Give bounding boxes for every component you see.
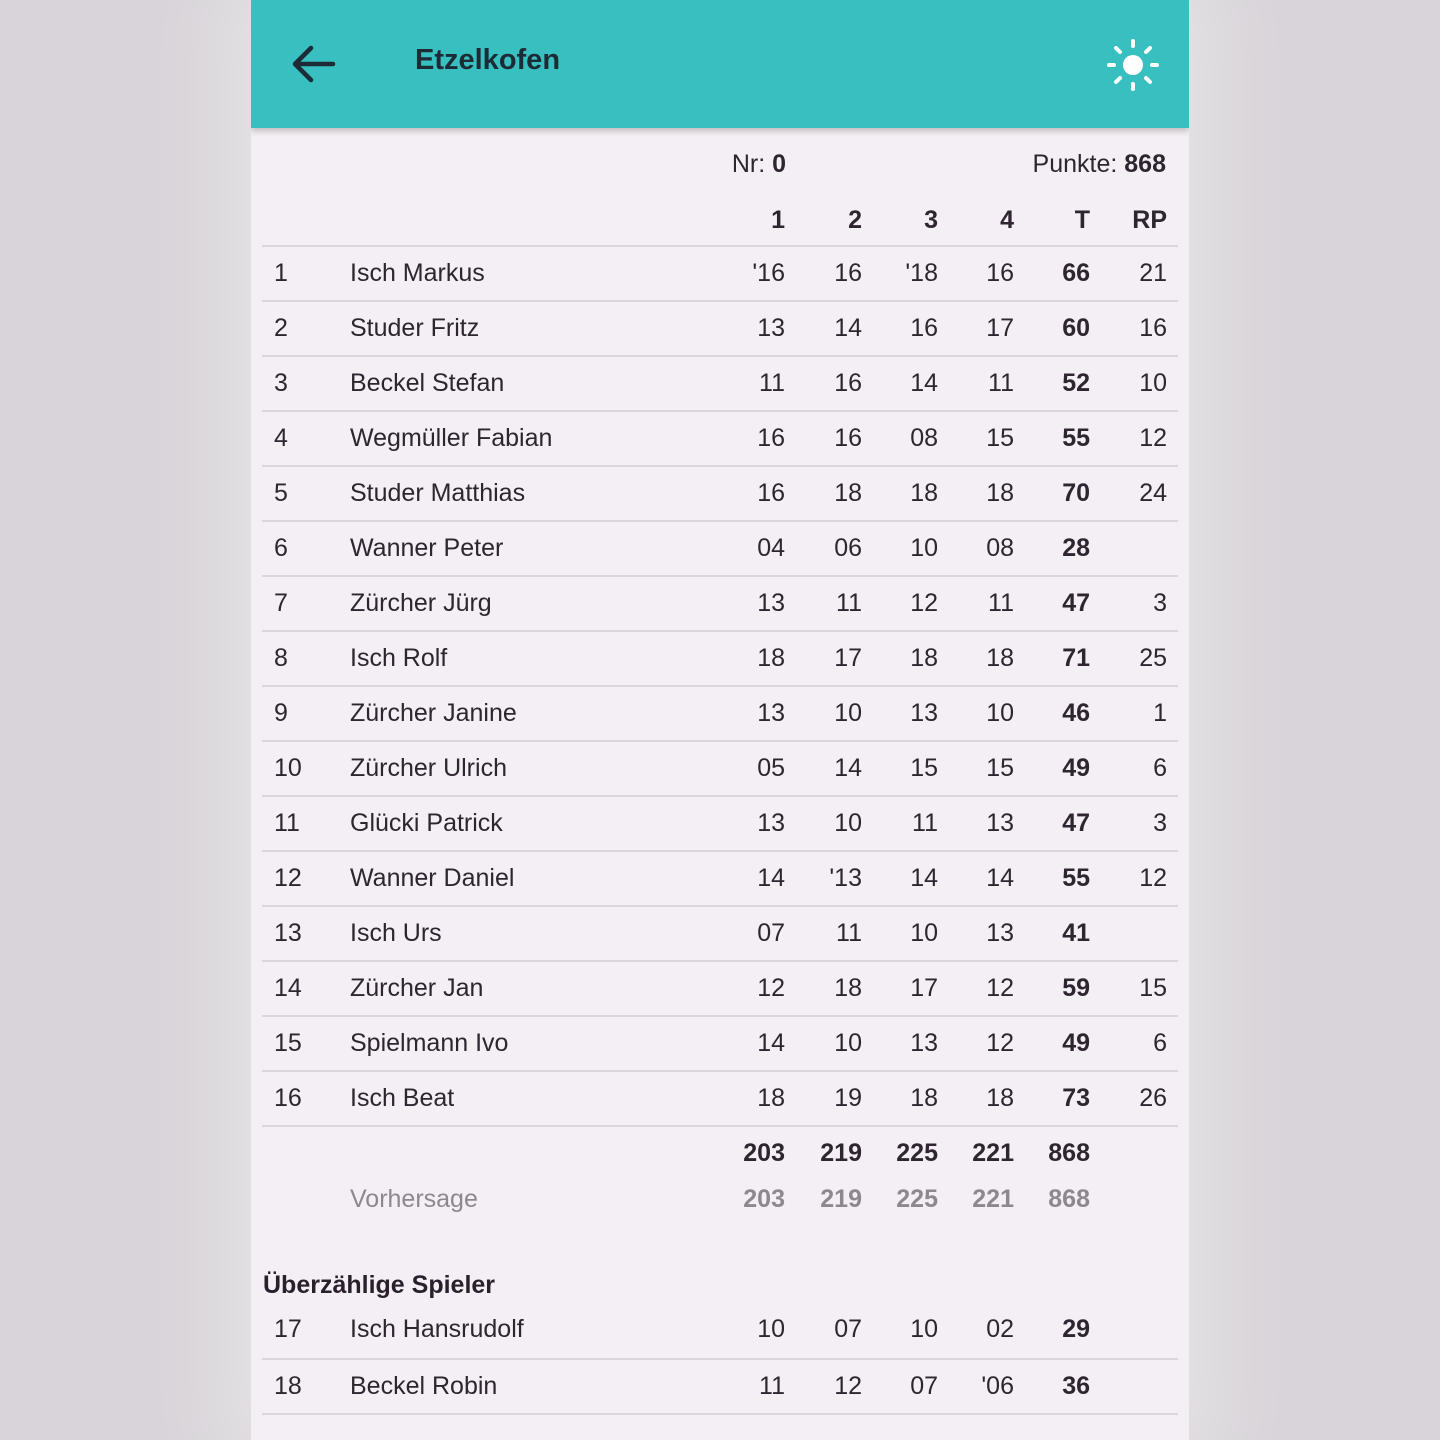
score-round-4: 18 [986,479,1014,507]
score-total: 55 [1062,424,1090,452]
score-round-3: 10 [910,534,938,562]
score-round-2: 18 [834,974,862,1002]
score-rp: 16 [1139,314,1167,342]
player-name: Isch Urs [350,919,442,947]
score-round-2: 11 [836,589,862,617]
score-total: 70 [1062,479,1090,507]
player-name: Beckel Stefan [350,369,505,397]
score-round-3: 18 [910,644,938,672]
score-round-3: '18 [905,259,938,287]
score-round-4: 15 [986,754,1014,782]
score-total: 36 [1062,1372,1090,1400]
player-name: Isch Hansrudolf [350,1315,524,1343]
theme-toggle-button[interactable] [1103,38,1163,94]
score-round-3: 16 [910,314,938,342]
score-round-4: 13 [986,919,1014,947]
player-rank: 18 [274,1372,302,1400]
score-round-4: 08 [986,534,1014,562]
table-row[interactable] [262,245,1178,302]
score-rp: 12 [1139,424,1167,452]
score-round-2: 19 [834,1084,862,1112]
table-row[interactable] [262,1070,1178,1127]
player-rank: 17 [274,1315,302,1343]
table-row[interactable] [262,960,1178,1017]
player-name: Beckel Robin [350,1372,498,1400]
table-row[interactable] [262,465,1178,522]
arrow-left-icon [287,40,339,88]
forecast-round-2: 219 [820,1185,862,1213]
player-rank: 6 [274,534,288,562]
score-round-3: 14 [910,864,938,892]
score-round-4: 18 [986,644,1014,672]
player-rank: 10 [274,754,302,782]
table-row[interactable] [262,355,1178,412]
score-round-4: '06 [981,1372,1014,1400]
score-round-4: 13 [986,809,1014,837]
score-round-2: 11 [836,919,862,947]
score-rp: 24 [1139,479,1167,507]
score-round-3: 10 [910,919,938,947]
points-label: Punkte: [1032,150,1118,178]
score-round-1: 04 [757,534,785,562]
score-total: 60 [1062,314,1090,342]
table-row[interactable] [262,795,1178,852]
score-round-2: 10 [834,699,862,727]
table-row[interactable] [262,575,1178,632]
score-rp: 10 [1139,369,1167,397]
player-rank: 7 [274,589,288,617]
score-round-2: 07 [834,1315,862,1343]
score-round-1: 16 [757,479,785,507]
score-total: 46 [1062,699,1090,727]
score-total: 28 [1062,534,1090,562]
player-rank: 15 [274,1029,302,1057]
nr-label: Nr: [731,150,766,178]
app-screen [251,0,1189,1440]
player-rank: 8 [274,644,288,672]
summary-row [251,146,1189,186]
score-total: 49 [1062,754,1090,782]
forecast-label: Vorhersage [350,1185,478,1213]
score-round-2: 10 [834,1029,862,1057]
score-round-4: 15 [986,424,1014,452]
column-header-1: 1 [771,206,785,234]
score-round-3: 11 [912,809,938,837]
score-round-2: 10 [834,809,862,837]
score-round-3: 10 [910,1315,938,1343]
score-round-4: 17 [986,314,1014,342]
nr-value: 0 [772,150,786,178]
score-round-4: 02 [986,1315,1014,1343]
player-name: Glücki Patrick [350,809,503,837]
table-row[interactable] [262,1015,1178,1072]
score-total: 71 [1062,644,1090,672]
score-round-4: 14 [986,864,1014,892]
player-rank: 11 [274,809,300,837]
score-rp: 15 [1139,974,1167,1002]
table-row[interactable] [262,630,1178,687]
player-rank: 1 [274,259,288,287]
score-round-1: 14 [757,864,785,892]
player-rank: 4 [274,424,288,452]
score-round-2: 12 [834,1372,862,1400]
score-round-1: 18 [757,1084,785,1112]
score-total: 47 [1062,589,1090,617]
table-header [251,200,1189,244]
back-button[interactable] [287,40,339,88]
player-name: Studer Fritz [350,314,480,342]
score-round-3: 13 [910,1029,938,1057]
column-header-rp: RP [1132,206,1167,234]
player-rank: 5 [274,479,288,507]
score-round-1: 13 [757,699,785,727]
player-name: Zürcher Ulrich [350,754,507,782]
score-round-1: 12 [757,974,785,1002]
sun-icon [1103,38,1163,94]
forecast-round-4: 221 [972,1185,1014,1213]
player-rank: 14 [274,974,302,1002]
score-round-4: 10 [986,699,1014,727]
score-round-2: 16 [834,369,862,397]
score-round-1: 13 [757,809,785,837]
score-rp: 26 [1139,1084,1167,1112]
table-row[interactable] [262,740,1178,797]
score-round-1: 10 [757,1315,785,1343]
score-rp: 3 [1153,809,1167,837]
score-round-1: 18 [757,644,785,672]
total-overall: 868 [1048,1139,1090,1167]
player-rank: 2 [274,314,288,342]
score-rp: 3 [1153,589,1167,617]
score-total: 73 [1062,1084,1090,1112]
points-display [1033,150,1166,179]
player-name: Wanner Daniel [350,864,515,892]
score-round-1: 07 [757,919,785,947]
score-round-3: 18 [910,1084,938,1112]
score-round-1: 05 [757,754,785,782]
total-round-3: 225 [896,1139,938,1167]
score-round-4: 11 [988,589,1014,617]
score-round-1: '16 [752,259,785,287]
totals-row [262,1125,1178,1181]
column-header-4: 4 [1000,206,1014,234]
score-total: 49 [1062,1029,1090,1057]
player-rank: 9 [274,699,288,727]
player-rank: 13 [274,919,302,947]
score-total: 66 [1062,259,1090,287]
forecast-round-3: 225 [896,1185,938,1213]
player-rank: 12 [274,864,302,892]
table-row[interactable] [262,685,1178,742]
score-round-1: 14 [757,1029,785,1057]
player-name: Zürcher Jürg [350,589,492,617]
table-row[interactable] [262,300,1178,357]
table-divider [262,1413,1178,1417]
column-header-2: 2 [848,206,862,234]
score-rp: 25 [1139,644,1167,672]
score-total: 59 [1062,974,1090,1002]
score-round-1: 11 [759,1372,785,1400]
table-row[interactable] [262,850,1178,907]
table-row[interactable] [262,520,1178,577]
score-round-2: '13 [829,864,862,892]
player-name: Isch Rolf [350,644,448,672]
forecast-row [262,1181,1178,1231]
score-round-2: 17 [834,644,862,672]
nr-display [732,150,786,179]
score-total: 47 [1062,809,1090,837]
player-name: Zürcher Janine [350,699,517,727]
score-round-3: 17 [910,974,938,1002]
extra-players-heading: Überzählige Spieler [263,1271,496,1299]
score-round-3: 13 [910,699,938,727]
score-round-2: 18 [834,479,862,507]
score-round-2: 16 [834,259,862,287]
score-round-1: 13 [757,589,785,617]
score-rp: 12 [1139,864,1167,892]
score-round-4: 18 [986,1084,1014,1112]
score-total: 29 [1062,1315,1090,1343]
score-round-1: 13 [757,314,785,342]
score-round-3: 14 [910,369,938,397]
score-round-3: 07 [910,1372,938,1400]
player-rank: 16 [274,1084,302,1112]
score-round-1: 16 [757,424,785,452]
score-total: 55 [1062,864,1090,892]
score-round-3: 18 [910,479,938,507]
column-header-total: T [1074,206,1090,234]
forecast-total: 868 [1048,1185,1090,1213]
app-bar [251,0,1189,128]
score-round-2: 14 [834,754,862,782]
score-round-2: 16 [834,424,862,452]
score-round-2: 14 [834,314,862,342]
score-round-4: 12 [986,974,1014,1002]
player-rank: 3 [274,369,288,397]
player-name: Wanner Peter [350,534,504,562]
points-value: 868 [1124,150,1166,178]
table-row[interactable] [262,1303,1178,1358]
score-round-2: 06 [834,534,862,562]
table-row[interactable] [262,410,1178,467]
table-row[interactable] [262,1358,1178,1415]
player-name: Spielmann Ivo [350,1029,509,1057]
total-round-2: 219 [820,1139,862,1167]
score-round-3: 08 [910,424,938,452]
score-round-4: 11 [988,369,1014,397]
score-total: 52 [1062,369,1090,397]
total-round-1: 203 [743,1139,785,1167]
score-rp: 21 [1139,259,1167,287]
score-round-4: 12 [986,1029,1014,1057]
player-name: Isch Beat [350,1084,455,1112]
player-name: Zürcher Jan [350,974,484,1002]
score-rp: 6 [1153,1029,1167,1057]
score-round-3: 12 [910,589,938,617]
total-round-4: 221 [972,1139,1014,1167]
score-round-1: 11 [759,369,785,397]
forecast-round-1: 203 [743,1185,785,1213]
score-rp: 1 [1153,699,1167,727]
player-name: Isch Markus [350,259,485,287]
page-title: Etzelkofen [415,44,561,76]
score-rp: 6 [1153,754,1167,782]
player-name: Studer Matthias [350,479,526,507]
score-total: 41 [1062,919,1090,947]
player-name: Wegmüller Fabian [350,424,553,452]
score-round-4: 16 [986,259,1014,287]
score-round-3: 15 [910,754,938,782]
column-header-3: 3 [924,206,938,234]
table-row[interactable] [262,905,1178,962]
